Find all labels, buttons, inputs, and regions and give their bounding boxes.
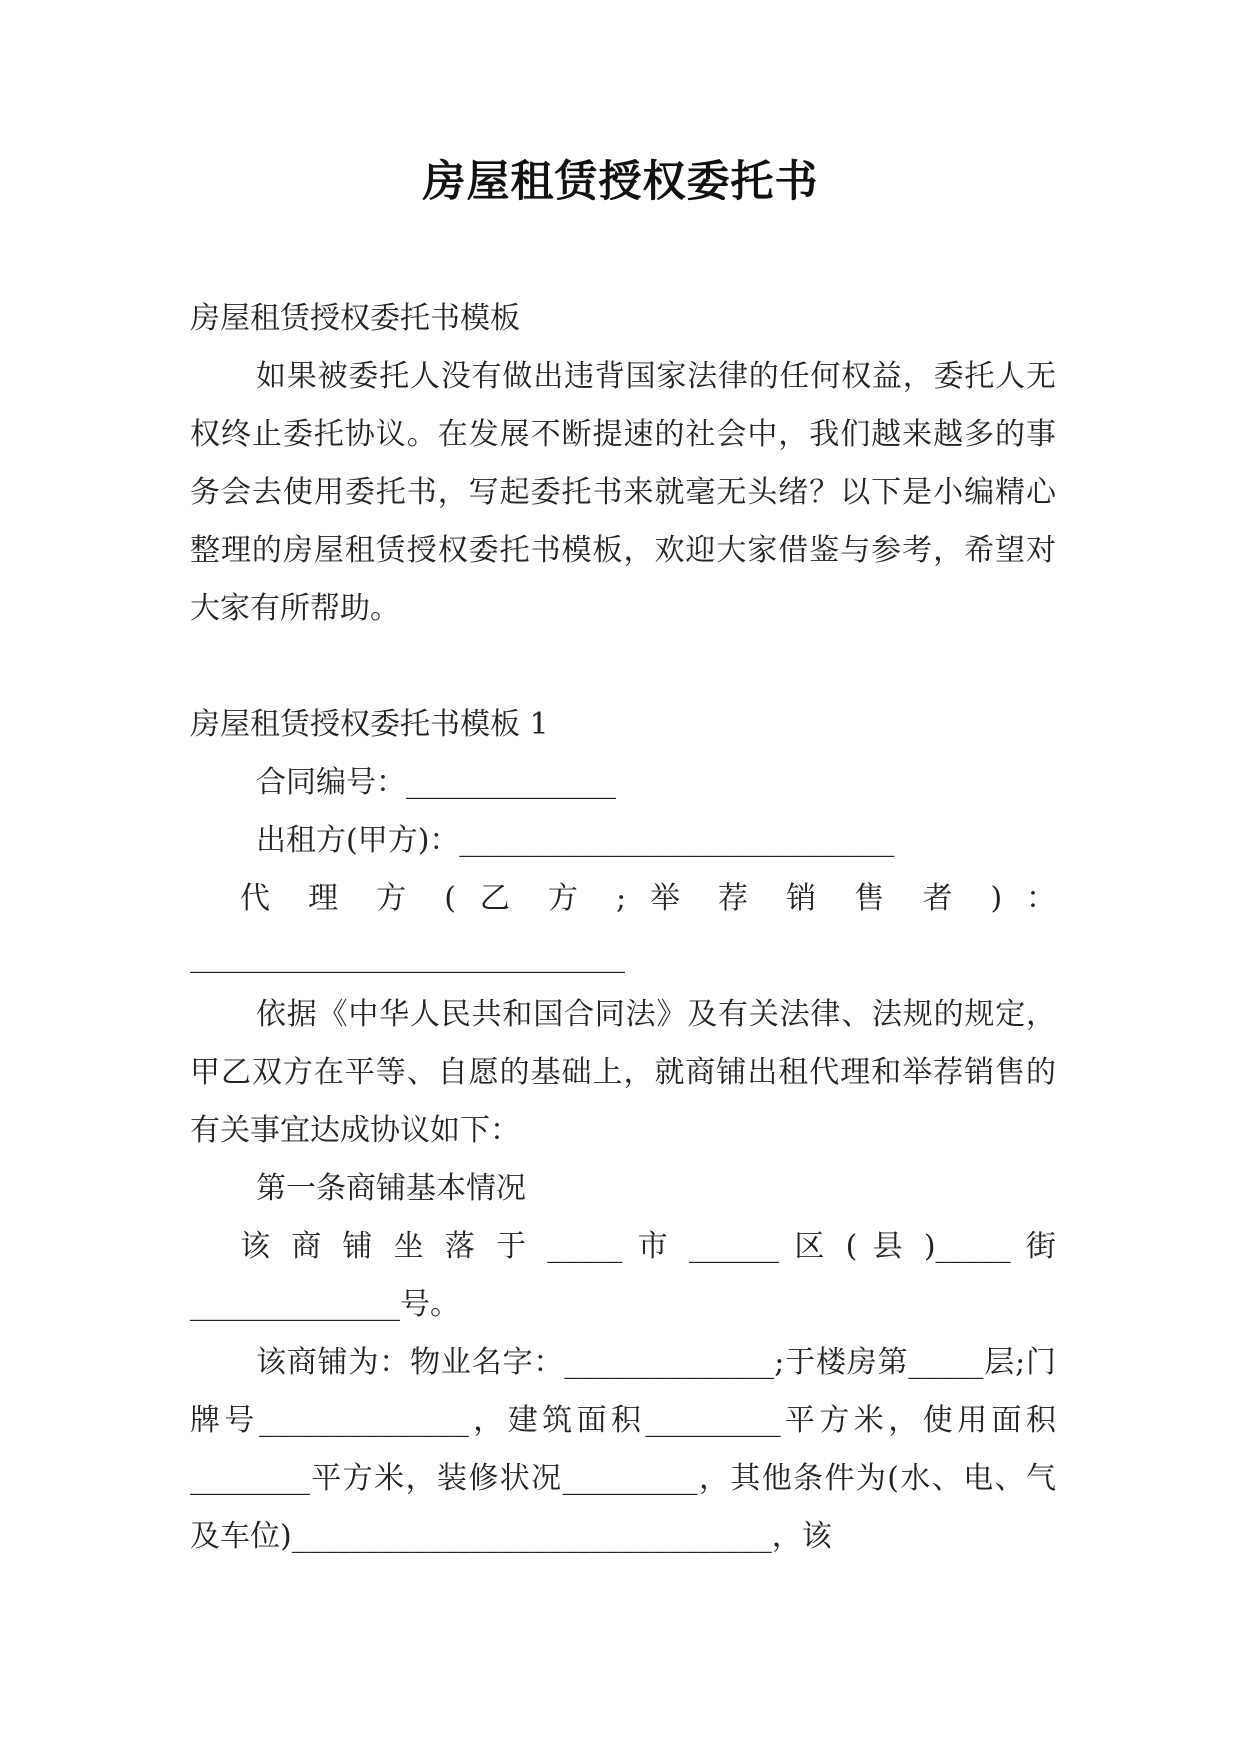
legal-basis-paragraph: 依据《中华人民共和国合同法》及有关法律、法规的规定，甲乙双方在平等、自愿的基础上，就商铺出租代理和举荐销售的有关事宜达成协议如下： <box>190 997 1056 1148</box>
template-heading: 房屋租赁授权委托书模板 1 <box>190 707 549 742</box>
property-info-paragraph: 该商铺为：物业名字：______________;于楼房第_____层;门牌号______________，建筑面积_________平方米，使用面积 ________平方米，装修状况_________，其他条件为(水、电、气及车位)________________________________，该 <box>190 1345 1056 1554</box>
contract-number-line: 合同编号：______________ <box>256 765 616 800</box>
location-line: 该 商 铺 坐 落 于 _____ 市 ______ 区 ( 县 )_____ 街 <box>240 1229 1056 1264</box>
intro-paragraph: 如果被委托人没有做出违背国家法律的任何权益，委托人无权终止委托协议。在发展不断提速的社会中，我们越来越多的事务会去使用委托书，写起委托书来就毫无头绪？以下是小编精心整理的房屋租赁授权委托书模板，欢迎大家借鉴与参考，希望对大家有所帮助。 <box>190 359 1056 626</box>
section-heading: 房屋租赁授权委托书模板 <box>190 301 520 336</box>
lessor-line: 出租方(甲方)：_____________________________ <box>256 823 895 858</box>
document-body <box>190 290 1056 1566</box>
location-tail-line: ______________号。 <box>190 1287 460 1322</box>
article-heading: 第一条商铺基本情况 <box>256 1171 526 1206</box>
paragraph-spacer <box>190 638 1056 696</box>
agent-label-line: 代 理 方 ( 乙 方 ; 举 荐 销 售 者 ) ： <box>240 881 1056 916</box>
document-title: 房屋租赁授权委托书 <box>422 157 819 207</box>
agent-blank-line: _____________________________ <box>190 939 625 974</box>
